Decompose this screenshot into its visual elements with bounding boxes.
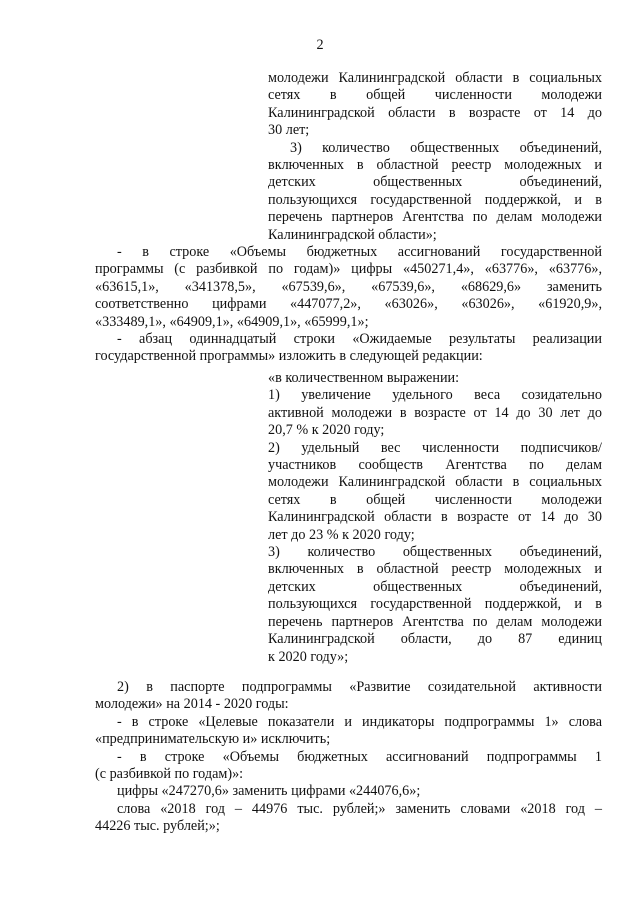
text-line: пользующихся государственной поддержкой, и в (268, 191, 602, 208)
text-line: «63615,1», «341378,5», «67539,6», «67539,6», «68629,6» заменить (95, 278, 602, 295)
text-line: 2) в паспорте подпрограммы «Развитие созидательной активности (117, 679, 602, 695)
text-line: - в строке «Целевые показатели и индикаторы подпрограммы 1» слова (117, 713, 602, 730)
text-line: Калининградской области в возрасте от 14 до 30 (268, 509, 602, 526)
text-line: - в строке «Объемы бюджетных ассигнований подпрограммы 1 (117, 748, 602, 765)
text-line: программы (с разбивкой по годам)» цифры «450271,4», «63776», «63776», (95, 261, 602, 278)
text-line: - абзац одиннадцатый строки «Ожидаемые результаты реализации (117, 331, 602, 348)
text-line: сетях в общей численности молодежи (268, 87, 602, 104)
text-line: слова «2018 год – 44976 тыс. рублей;» заменить словами «2018 год – (117, 800, 602, 817)
text-line: 44226 тыс. рублей;»; (95, 818, 220, 835)
text-line: включенных в областной реестр молодежных и (268, 157, 602, 174)
text-line: 3) количество общественных объединений, (290, 139, 602, 156)
text-line: к 2020 году»; (268, 648, 349, 665)
text-line: Калининградской области»; (268, 226, 437, 243)
text-line: Калининградской области в возрасте от 14 до (268, 104, 602, 121)
text-line: 30 лет; (268, 122, 310, 139)
text-line: «в количественном выражении: (268, 370, 460, 386)
text-line: пользующихся государственной поддержкой, и в (268, 596, 602, 613)
text-line: 3) количество общественных объединений, (268, 544, 602, 561)
text-line: перечень партнеров Агентства по делам молодежи (268, 613, 602, 630)
text-line: лет до 23 % к 2020 году; (268, 526, 415, 543)
expected-results-block (268, 370, 602, 666)
page-number: 2 (316, 37, 324, 53)
text-line: 2) удельный вес численности подписчиков/ (268, 439, 602, 456)
text-line: цифры «247270,6» заменить цифрами «244076,6»; (117, 783, 421, 800)
text-line: соответственно цифрами «447077,2», «63026», «63026», «61920,9», (95, 296, 602, 313)
text-line: (с разбивкой по годам)»: (95, 766, 244, 783)
text-line: активной молодежи в возрасте от 14 до 30 лет до (268, 404, 602, 421)
text-line: участников сообществ Агентства по делам (268, 457, 602, 474)
text-line: 20,7 % к 2020 году; (268, 422, 385, 439)
text-line: - в строке «Объемы бюджетных ассигнований государственной (117, 244, 602, 260)
text-line: сетях в общей численности молодежи (268, 491, 602, 508)
text-line: молодежи Калининградской области в социальных (268, 70, 602, 86)
text-line: государственной программы» изложить в следующей редакции: (95, 348, 483, 365)
amendments-text-block (95, 244, 602, 366)
text-line: «333489,1», «64909,1», «64909,1», «65999,1»; (95, 313, 369, 330)
text-line: «предпринимательскую и» исключить; (95, 731, 331, 748)
subprogram-amendments-block (95, 679, 602, 836)
text-line: детских общественных объединений, (268, 578, 602, 595)
text-line: перечень партнеров Агентства по делам молодежи (268, 209, 602, 226)
text-line: молодежи Калининградской области в социальных (268, 474, 602, 491)
text-line: детских общественных объединений, (268, 174, 602, 191)
text-line: 1) увеличение удельного веса созидательно (268, 387, 602, 404)
continuation-text-block (268, 70, 602, 244)
text-line: Калининградской области, до 87 единиц (268, 631, 602, 648)
text-line: включенных в областной реестр молодежных и (268, 561, 602, 578)
text-line: молодежи» на 2014 - 2020 годы: (95, 696, 289, 713)
